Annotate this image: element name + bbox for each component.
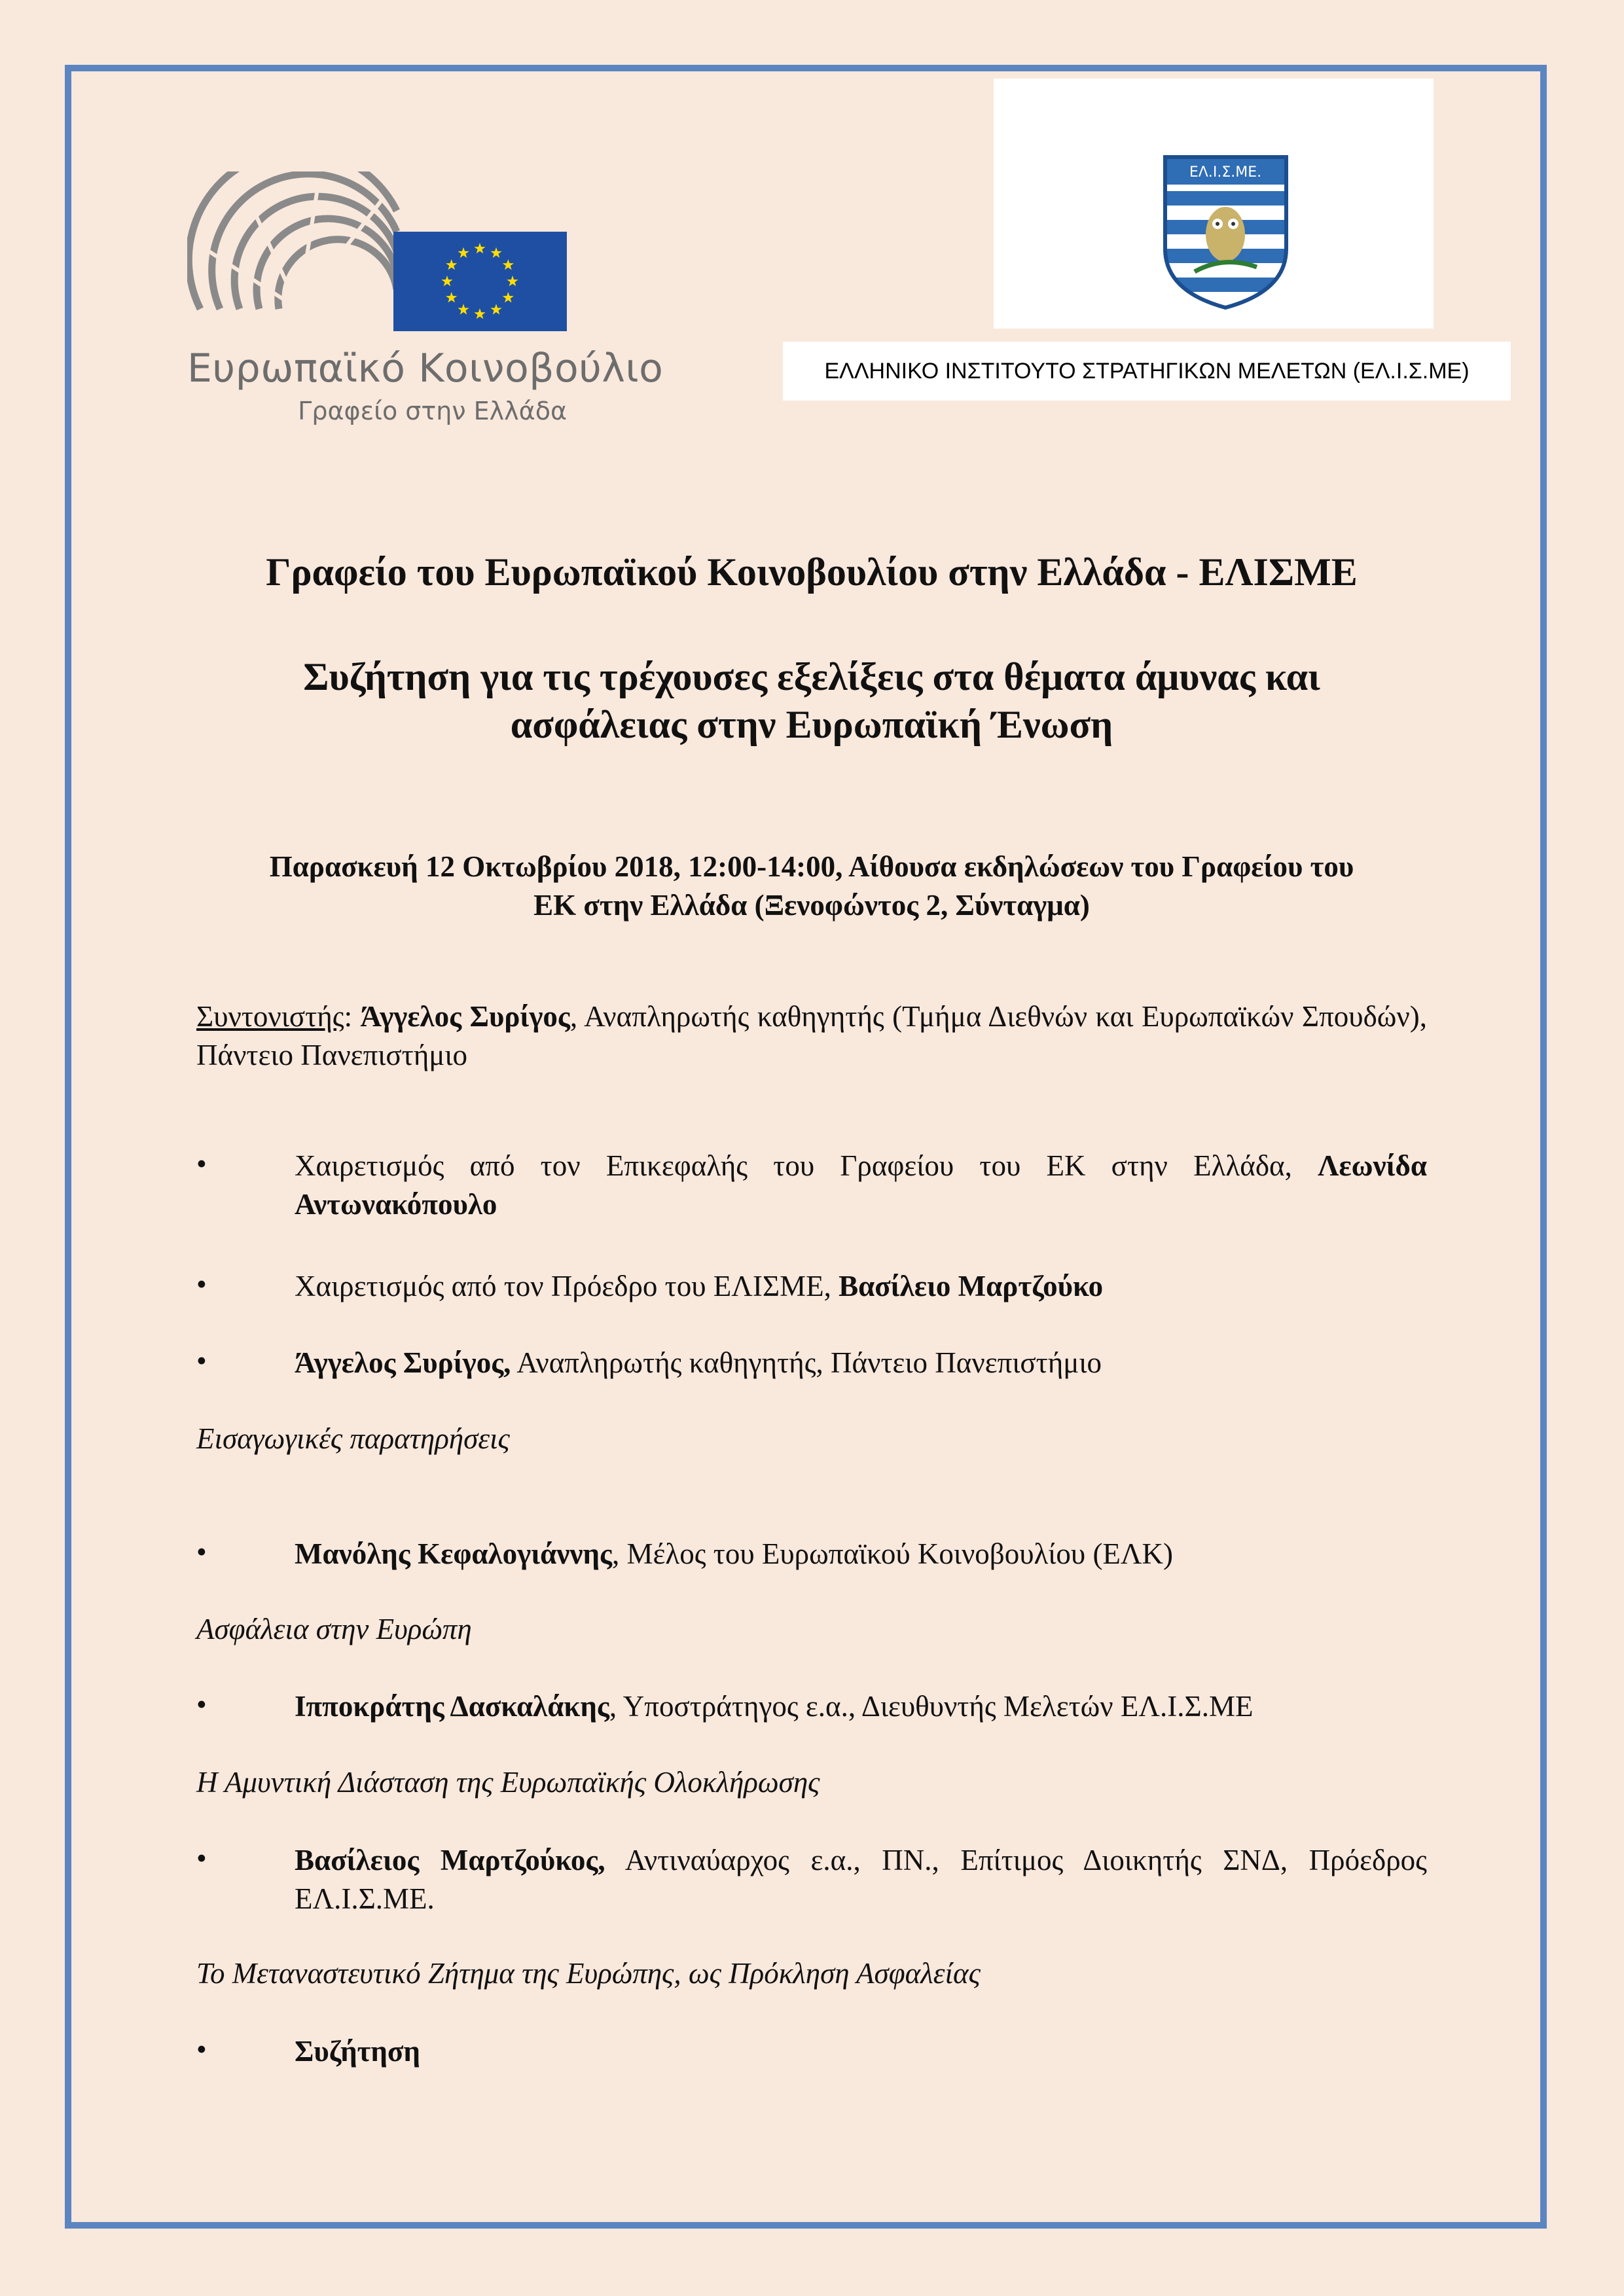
program-item-6 (295, 1841, 1427, 1918)
elisme-badge-text: ΕΛ.Ι.Σ.ΜΕ. (1189, 164, 1262, 181)
moderator-label: Συντονιστής (196, 1000, 344, 1033)
event-datetime-line-1: Παρασκευή 12 Οκτωβρίου 2018, 12:00-14:00, Αίθουσα εκδηλώσεων του Γραφείου του (269, 850, 1354, 883)
program-item-2-text: Χαιρετισμός από τον Πρόεδρο του ΕΛΙΣΜΕ, (295, 1270, 839, 1302)
moderator-paragraph (196, 997, 1427, 1074)
program-item-7 (295, 2032, 1427, 2071)
event-subtitle-line-2: ασφάλειας στην Ευρωπαϊκή Ένωση (510, 703, 1113, 747)
bullet-5: • (196, 1688, 207, 1721)
ep-subtitle: Γραφείο στην Ελλάδα (298, 397, 567, 425)
bullet-1: • (196, 1147, 207, 1180)
eu-flag-icon (393, 232, 567, 331)
program-item-5-name: Ιπποκράτης Δασκαλάκης (295, 1690, 609, 1723)
program-item-4-text: , Μέλος του Ευρωπαϊκού Κοινοβουλίου (ΕΛΚ) (611, 1537, 1174, 1570)
event-subtitle (131, 653, 1492, 749)
program-item-4-name: Μανόλης Κεφαλογιάννης (295, 1537, 612, 1570)
program-item-3-text: Αναπληρωτής καθηγητής, Πάντειο Πανεπιστήμιο (511, 1346, 1102, 1379)
bullet-2: • (196, 1268, 207, 1300)
program-item-1-name: Λεωνίδα Αντωνακόπουλο (295, 1149, 1427, 1221)
bullet-3: • (196, 1344, 207, 1377)
page-title: Γραφείο του Ευρωπαϊκού Κοινοβουλίου στην Ελλάδα - ΕΛΙΣΜΕ (266, 550, 1358, 594)
program-item-2 (295, 1267, 1427, 1306)
program-item-7-name: Συζήτηση (295, 2035, 420, 2068)
program-item-4 (295, 1535, 1427, 1573)
program-item-1 (295, 1147, 1427, 1223)
section-heading-1: Εισαγωγικές παρατηρήσεις (196, 1422, 510, 1455)
bullet-7: • (196, 2033, 207, 2066)
program-item-2-name: Βασίλειο Μαρτζούκο (839, 1270, 1104, 1302)
section-heading-3: Η Αμυντική Διάσταση της Ευρωπαϊκής Ολοκλήρωσης (196, 1766, 820, 1799)
program-item-5-text: , Υποστράτηγος ε.α., Διευθυντής Μελετών ΕΛ.Ι.Σ.ΜΕ (609, 1690, 1254, 1723)
section-heading-2: Ασφάλεια στην Ευρώπη (196, 1613, 472, 1645)
ep-name: Ευρωπαϊκό Κοινοβούλιο (187, 346, 664, 391)
program-item-1-text: Χαιρετισμός από τον Επικεφαλής του Γραφείου του ΕΚ στην Ελλάδα, (295, 1149, 1318, 1182)
event-datetime-line-2: ΕΚ στην Ελλάδα (Ξενοφώντος 2, Σύνταγμα) (533, 888, 1090, 922)
program-item-3 (295, 1344, 1427, 1382)
ep-logo (187, 171, 664, 427)
elisme-badge-icon (1159, 151, 1293, 311)
section-heading-4: Το Μεταναστευτικό Ζήτημα της Ευρώπης, ως Πρόκληση Ασφαλείας (196, 1957, 981, 1990)
event-datetime (151, 848, 1473, 924)
program-item-3-name: Άγγελος Συρίγος, (295, 1346, 511, 1379)
elisme-label: ΕΛΛΗΝΙΚΟ ΙΝΣΤΙΤΟΥΤΟ ΣΤΡΑΤΗΓΙΚΩΝ ΜΕΛΕΤΩΝ (ΕΛ.Ι.Σ.ΜΕ) (783, 342, 1511, 401)
ep-hemicycle-icon (187, 171, 410, 315)
program-item-6-text: Αντιναύαρχος ε.α., ΠΝ., Επίτιμος Διοικητής ΣΝΔ, Πρόεδρος ΕΛ.Ι.Σ.ΜΕ. (295, 1844, 1427, 1915)
bullet-4: • (196, 1535, 207, 1568)
bullet-6: • (196, 1842, 207, 1874)
moderator-desc: , Αναπληρωτής καθηγητής (Τμήμα Διεθνών και Ευρωπαϊκών Σπουδών), Πάντειο Πανεπιστήμιο (196, 1000, 1427, 1071)
program-item-6-name: Βασίλειος Μαρτζούκος, (295, 1844, 605, 1876)
moderator-name: Άγγελος Συρίγος (360, 1000, 570, 1033)
event-subtitle-line-1: Συζήτηση για τις τρέχουσες εξελίξεις στα θέματα άμυνας και (303, 655, 1320, 698)
moderator-colon: : (344, 1000, 361, 1033)
program-item-5 (295, 1687, 1427, 1726)
elisme-logo-box (994, 79, 1434, 329)
